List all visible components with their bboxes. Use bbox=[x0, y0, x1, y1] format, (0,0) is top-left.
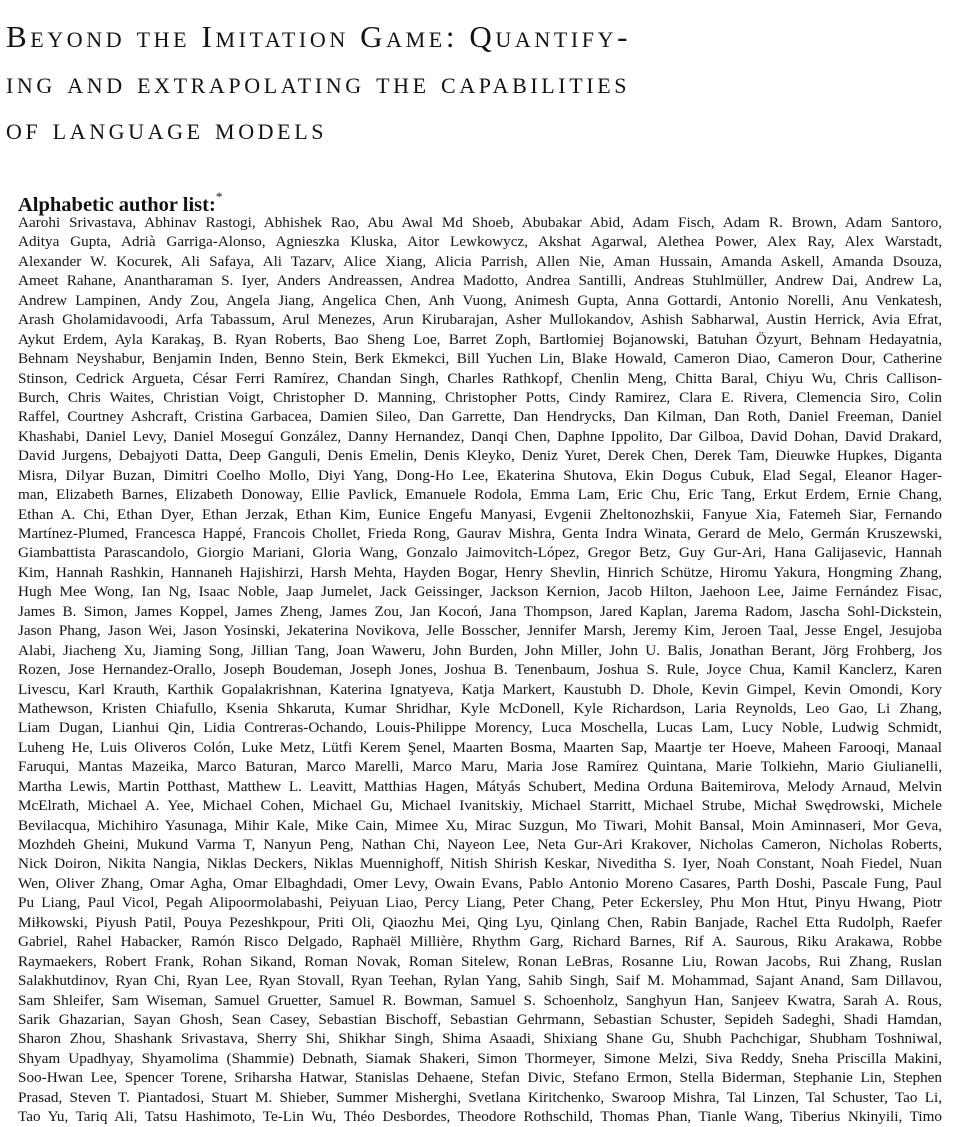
author-list-line: Aditya Gupta, Adrià Garriga-Alonso, Agnieszka Kluska, Aitor Lewkowycz, Akshat Agarwal, Alethea Power, Alex Ray, Alex Warstadt, bbox=[18, 233, 942, 251]
author-list-line: Salakhutdinov, Ryan Chi, Ryan Lee, Ryan Stovall, Ryan Teehan, Rylan Yang, Sahib Singh, Saif M. Mohammad, Sajant Anand, Sam Dillavou, bbox=[18, 972, 942, 990]
paper-title bbox=[6, 14, 952, 152]
author-list-line: Miłkowski, Piyush Patil, Pouya Pezeshkpour, Priti Oli, Qiaozhu Mei, Qing Lyu, Qinlang Chen, Rabin Banjade, Rachel Etta Rudolph, Raefer bbox=[18, 913, 942, 931]
author-list-line: Shyam Upadhyay, Shyamolima (Shammie) Debnath, Siamak Shakeri, Simon Thormeyer, Simone Melzi, Siva Reddy, Sneha Priscilla Makini, bbox=[18, 1049, 942, 1067]
author-list-line: Wen, Oliver Zhang, Omar Agha, Omar Elbaghdadi, Omer Levy, Owain Evans, Pablo Antonio Moreno Casares, Parth Doshi, Pascale Fung, Paul bbox=[18, 874, 942, 892]
author-list-line: Giambattista Parascandolo, Giorgio Mariani, Gloria Wang, Gonzalo Jaimovitch-López, Gregor Betz, Guy Gur-Ari, Hana Galijasevic, Hannah bbox=[18, 544, 942, 562]
author-list-line: Mathewson, Kristen Chiafullo, Ksenia Shkaruta, Kumar Shridhar, Kyle McDonell, Kyle Richardson, Laria Reynolds, Leo Gao, Li Zhang, bbox=[18, 699, 942, 717]
author-list-line: Andrew Lampinen, Andy Zou, Angela Jiang, Angelica Chen, Anh Vuong, Animesh Gupta, Anna Gottardi, Antonio Norelli, Anu Venkatesh, bbox=[18, 291, 942, 309]
author-list-line: Tao Yu, Tariq Ali, Tatsu Hashimoto, Te-Lin Wu, Théo Desbordes, Theodore Rothschild, Thomas Phan, Tianle Wang, Tiberius Nkinyili, Timo bbox=[18, 1108, 942, 1126]
author-list-line: Luheng He, Luis Oliveros Colón, Luke Metz, Lütfi Kerem Şenel, Maarten Bosma, Maarten Sap, Maartje ter Hoeve, Maheen Farooqi, Manaal bbox=[18, 738, 942, 756]
author-list-line: Bevilacqua, Michihiro Yasunaga, Mihir Kale, Mike Cain, Mimee Xu, Mirac Suzgun, Mo Tiwari, Mohit Bansal, Moin Aminnaseri, Mor Geva, bbox=[18, 816, 942, 834]
author-list-line: Jason Phang, Jason Wei, Jason Yosinski, Jekaterina Novikova, Jelle Bosscher, Jennifer Marsh, Jeremy Kim, Jeroen Taal, Jesse Engel, Jesujoba bbox=[18, 622, 942, 640]
author-list-line: Faruqui, Mantas Mazeika, Marco Baturan, Marco Marelli, Marco Maru, Maria Jose Ramírez Quintana, Marie Tolkiehn, Mario Giulianelli, bbox=[18, 758, 942, 776]
author-list-line: Alexander W. Kocurek, Ali Safaya, Ali Tazarv, Alice Xiang, Alicia Parrish, Allen Nie, Aman Hussain, Amanda Askell, Amanda Dsouza, bbox=[18, 252, 942, 270]
author-list-heading-text: Alphabetic author list: bbox=[18, 193, 216, 216]
author-list-line: Aarohi Srivastava, Abhinav Rastogi, Abhishek Rao, Abu Awal Md Shoeb, Abubakar Abid, Adam Fisch, Adam R. Brown, Adam Santoro, bbox=[18, 214, 942, 231]
footnote-mark: * bbox=[215, 189, 223, 204]
author-list bbox=[18, 213, 942, 1127]
author-list-line: Liam Dugan, Lianhui Qin, Lidia Contreras-Ochando, Louis-Philippe Morency, Luca Moschella, Lucas Lam, Lucy Noble, Ludwig Schmidt, bbox=[18, 719, 942, 737]
author-list-line: Gabriel, Rahel Habacker, Ramón Risco Delgado, Raphaël Millière, Rhythm Garg, Richard Barnes, Rif A. Saurous, Riku Arakawa, Robbe bbox=[18, 933, 942, 951]
author-list-line: Soo-Hwan Lee, Spencer Torene, Sriharsha Hatwar, Stanislas Dehaene, Stefan Divic, Stefano Ermon, Stella Biderman, Stephanie Lin, Stephen bbox=[18, 1069, 942, 1087]
author-list-line: Nick Doiron, Nikita Nangia, Niklas Deckers, Niklas Muennighoff, Nitish Shirish Keskar, Niveditha S. Iyer, Noah Constant, Noah Fiedel, Nuan bbox=[18, 855, 942, 873]
author-list-line: Martínez-Plumed, Francesca Happé, Francois Chollet, Frieda Rong, Gaurav Mishra, Genta Indra Winata, Gerard de Melo, Germán Kruszewski, bbox=[18, 525, 942, 542]
author-list-line: Mozhdeh Gheini, Mukund Varma T, Nanyun Peng, Nathan Chi, Nayeon Lee, Neta Gur-Ari Krakover, Nicholas Cameron, Nicholas Roberts, bbox=[18, 836, 942, 853]
author-list-line: Sarik Ghazarian, Sayan Ghosh, Sean Casey, Sebastian Bischoff, Sebastian Gehrmann, Sebastian Schuster, Sepideh Sadeghi, Shadi Hamdan, bbox=[18, 1010, 942, 1028]
author-list-line: Kim, Hannah Rashkin, Hannaneh Hajishirzi, Harsh Mehta, Hayden Bogar, Henry Shevlin, Hinrich Schütze, Hiromu Yakura, Hongming Zhang, bbox=[18, 563, 942, 581]
author-list-line: Arash Gholamidavoodi, Arfa Tabassum, Arul Menezes, Arun Kirubarajan, Asher Mullokandov, Ashish Sabharwal, Austin Herrick, Avia Efrat, bbox=[18, 311, 942, 329]
author-list-line: Alabi, Jiacheng Xu, Jiaming Song, Jillian Tang, Joan Waweru, John Burden, John Miller, John U. Balis, Jonathan Berant, Jörg Frohberg, Jos bbox=[18, 641, 942, 659]
author-list-line: Raffel, Courtney Ashcraft, Cristina Garbacea, Damien Sileo, Dan Garrette, Dan Hendrycks, Dan Kilman, Dan Roth, Daniel Freeman, Daniel bbox=[18, 408, 942, 426]
author-list-line: Raymaekers, Robert Frank, Rohan Sikand, Roman Novak, Roman Sitelew, Ronan LeBras, Rosanne Liu, Rowan Jacobs, Rui Zhang, Ruslan bbox=[18, 952, 942, 970]
author-list-line: man, Elizabeth Barnes, Elizabeth Donoway, Ellie Pavlick, Emanuele Rodola, Emma Lam, Eric Chu, Eric Tang, Erkut Erdem, Ernie Chang, bbox=[18, 486, 942, 504]
title-line-2: ing and extrapolating the capabilities bbox=[6, 65, 631, 100]
author-list-line: Pu Liang, Paul Vicol, Pegah Alipoormolabashi, Peiyuan Liao, Percy Liang, Peter Chang, Peter Eckersley, Phu Mon Htut, Pinyu Hwang, Piotr bbox=[18, 894, 942, 912]
author-list-line: Prasad, Steven T. Piantadosi, Stuart M. Shieber, Summer Misherghi, Svetlana Kiritchenko, Swaroop Mishra, Tal Linzen, Tal Schuster, Tao Li, bbox=[18, 1088, 942, 1106]
author-list-line: Khashabi, Daniel Levy, Daniel Moseguí González, Danny Hernandez, Danqi Chen, Daphne Ippolito, Dar Gilboa, David Dohan, David Drakard, bbox=[18, 427, 942, 445]
author-list-line: Sharon Zhou, Shashank Srivastava, Sherry Shi, Shikhar Singh, Shima Asaadi, Shixiang Shane Gu, Shubh Pachchigar, Shubham Toshniwal, bbox=[18, 1030, 942, 1048]
author-list-line: Sam Shleifer, Sam Wiseman, Samuel Gruetter, Samuel R. Bowman, Samuel S. Schoenholz, Sanghyun Han, Sanjeev Kwatra, Sarah A. Rous, bbox=[18, 991, 942, 1009]
author-list-line: Aykut Erdem, Ayla Karakaş, B. Ryan Roberts, Bao Sheng Loe, Barret Zoph, Bartłomiej Bojanowski, Batuhan Özyurt, Behnam Hedayatnia, bbox=[18, 330, 942, 348]
author-list-line: Behnam Neyshabur, Benjamin Inden, Benno Stein, Berk Ekmekci, Bill Yuchen Lin, Blake Howald, Cameron Diao, Cameron Dour, Catherine bbox=[18, 350, 942, 368]
author-list-line: Ethan A. Chi, Ethan Dyer, Ethan Jerzak, Ethan Kim, Eunice Engefu Manyasi, Evgenii Zheltonozhskii, Fanyue Xia, Fatemeh Siar, Fernando bbox=[18, 505, 942, 523]
author-list-line: Martha Lewis, Martin Potthast, Matthew L. Leavitt, Matthias Hagen, Mátyás Schubert, Medina Orduna Baitemirova, Melody Arnaud, Melvin bbox=[18, 777, 942, 795]
author-list-line: David Jurgens, Debajyoti Datta, Deep Ganguli, Denis Emelin, Denis Kleyko, Deniz Yuret, Derek Chen, Derek Tam, Dieuwke Hupkes, Diganta bbox=[18, 447, 942, 465]
author-list-line: McElrath, Michael A. Yee, Michael Cohen, Michael Gu, Michael Ivanitskiy, Michael Starritt, Michael Strube, Michał Swędrowski, Michele bbox=[18, 797, 942, 815]
author-list-line: Stinson, Cedrick Argueta, César Ferri Ramírez, Chandan Singh, Charles Rathkopf, Chenlin Meng, Chitta Baral, Chiyu Wu, Chris Callison- bbox=[18, 369, 942, 387]
title-line-1: Beyond the Imitation Game: Quantify- bbox=[6, 19, 632, 54]
author-list-line: Hugh Mee Wong, Ian Ng, Isaac Noble, Jaap Jumelet, Jack Geissinger, Jackson Kernion, Jacob Hilton, Jaehoon Lee, Jaime Fernández Fisac, bbox=[18, 583, 942, 601]
author-list-line: James B. Simon, James Koppel, James Zheng, James Zou, Jan Kocoń, Jana Thompson, Jared Kaplan, Jarema Radom, Jascha Sohl-Dickstein, bbox=[18, 602, 942, 620]
author-list-line: Rozen, Jose Hernandez-Orallo, Joseph Boudeman, Joseph Jones, Joshua B. Tenenbaum, Joshua S. Rule, Joyce Chua, Kamil Kanclerz, Karen bbox=[18, 661, 942, 679]
author-list-line: Misra, Dilyar Buzan, Dimitri Coelho Mollo, Diyi Yang, Dong-Ho Lee, Ekaterina Shutova, Ekin Dogus Cubuk, Elad Segal, Eleanor Hager- bbox=[18, 466, 942, 484]
author-list-line: Burch, Chris Waites, Christian Voigt, Christopher D. Manning, Christopher Potts, Cindy Ramirez, Clara E. Rivera, Clemencia Siro, Colin bbox=[18, 388, 942, 406]
title-line-3: of language models bbox=[6, 111, 328, 146]
author-list-line: Livescu, Karl Krauth, Karthik Gopalakrishnan, Katerina Ignatyeva, Katja Markert, Kaustubh D. Dhole, Kevin Gimpel, Kevin Omondi, Kory bbox=[18, 680, 942, 698]
author-list-line: Ameet Rahane, Anantharaman S. Iyer, Anders Andreassen, Andrea Madotto, Andrea Santilli, Andreas Stuhlmüller, Andrew Dai, Andrew La, bbox=[18, 272, 942, 290]
